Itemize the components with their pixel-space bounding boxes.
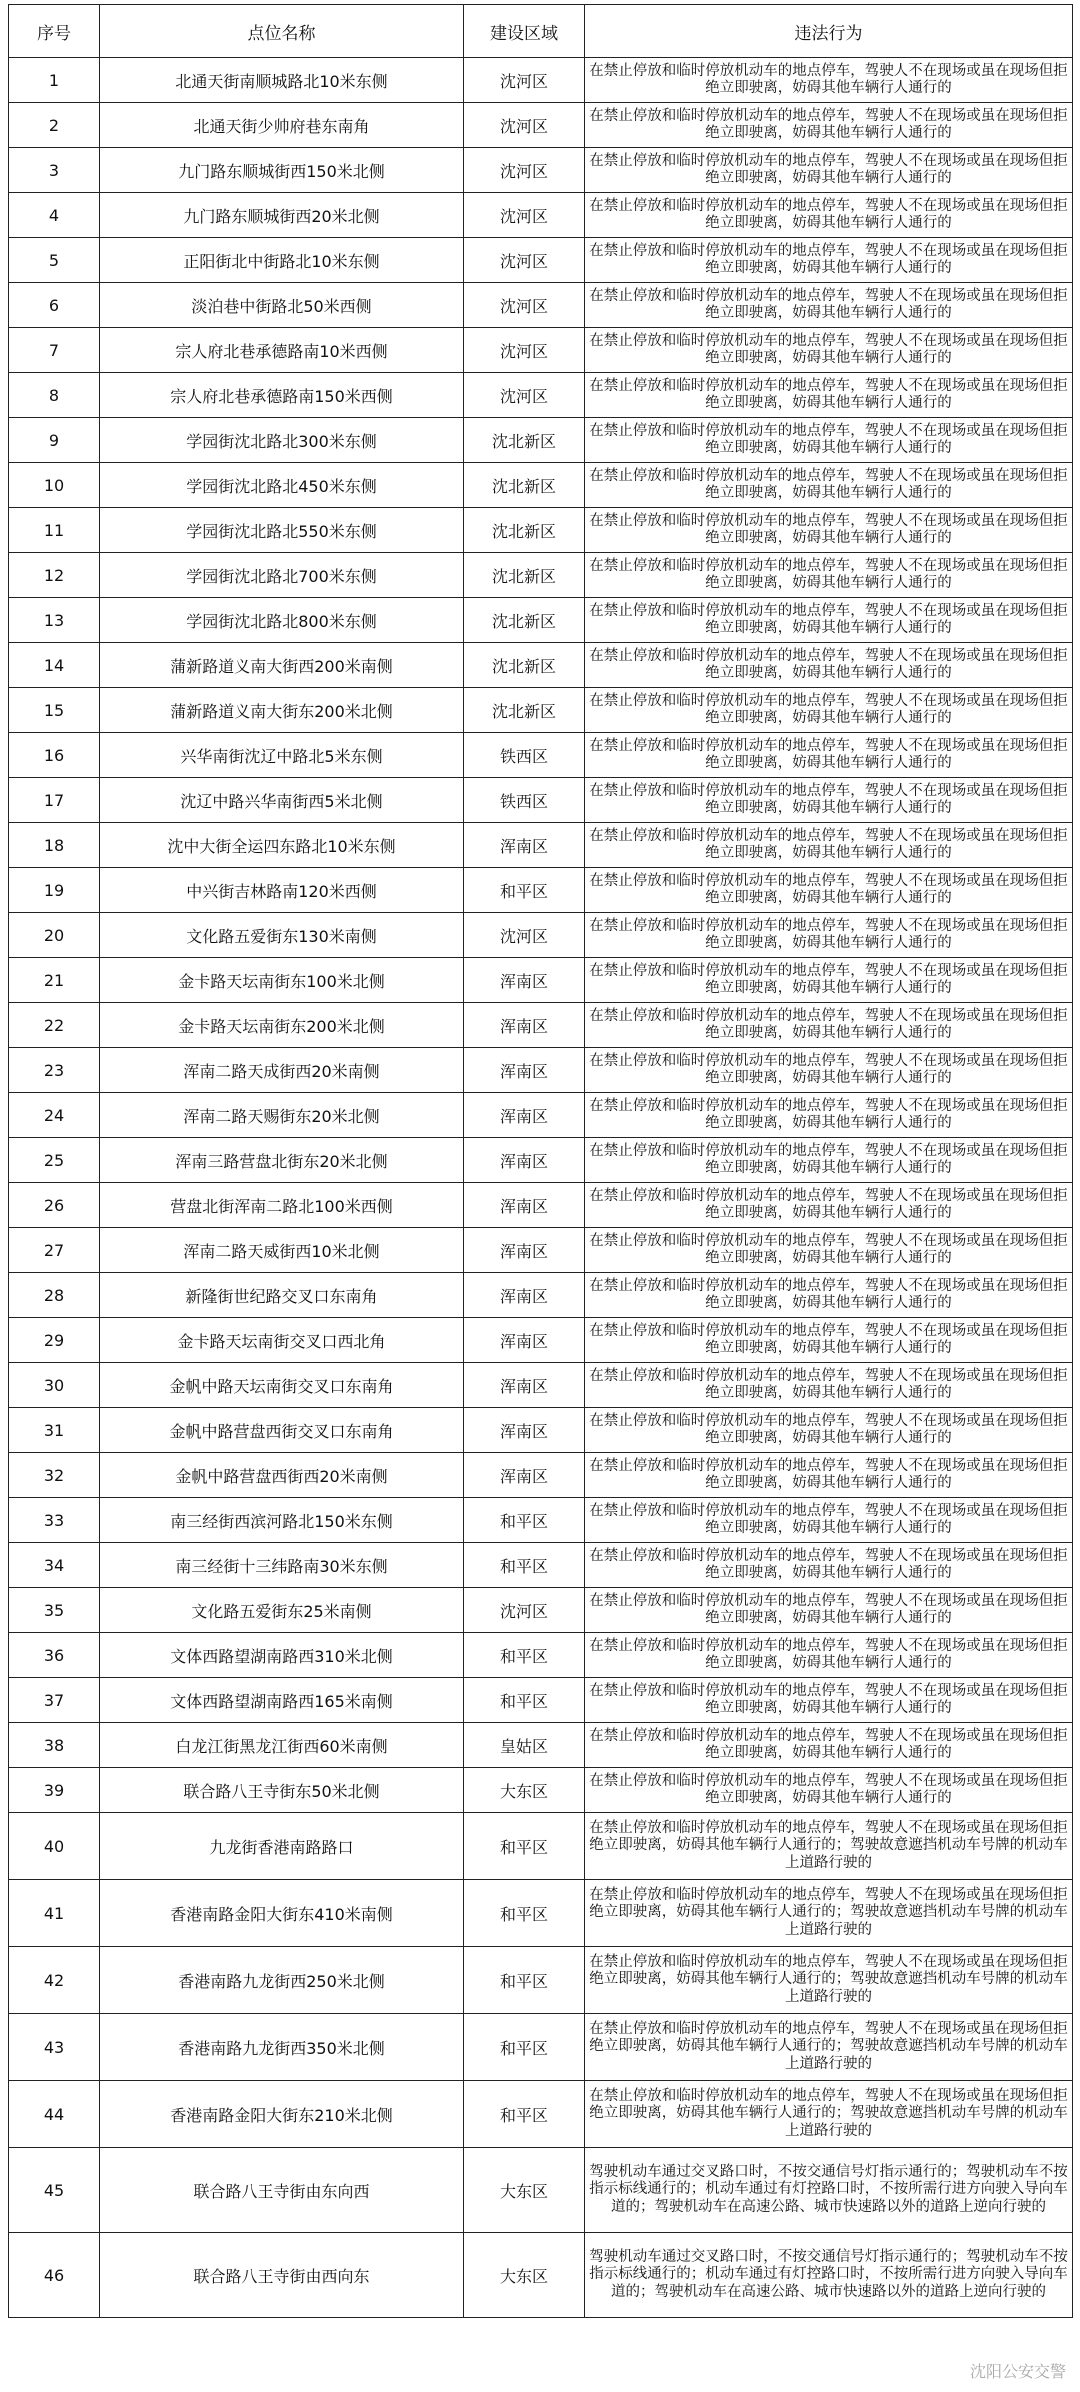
cell-name: 南三经街十三纬路南30米东侧 bbox=[100, 1543, 464, 1588]
cell-no: 37 bbox=[9, 1678, 100, 1723]
cell-district: 沈河区 bbox=[464, 103, 585, 148]
cell-district: 皇姑区 bbox=[464, 1723, 585, 1768]
cell-violation: 在禁止停放和临时停放机动车的地点停车，驾驶人不在现场或虽在现场但拒绝立即驶离，妨碍其他车辆行人通行的 bbox=[585, 238, 1073, 283]
cell-violation: 在禁止停放和临时停放机动车的地点停车，驾驶人不在现场或虽在现场但拒绝立即驶离，妨碍其他车辆行人通行的；驾驶故意遮挡机动车号牌的机动车上道路行驶的 bbox=[585, 1880, 1073, 1947]
cell-name: 联合路八王寺街由东向西 bbox=[100, 2148, 464, 2233]
cell-no: 18 bbox=[9, 823, 100, 868]
cell-violation: 在禁止停放和临时停放机动车的地点停车，驾驶人不在现场或虽在现场但拒绝立即驶离，妨碍其他车辆行人通行的 bbox=[585, 778, 1073, 823]
cell-no: 43 bbox=[9, 2014, 100, 2081]
cell-violation: 在禁止停放和临时停放机动车的地点停车，驾驶人不在现场或虽在现场但拒绝立即驶离，妨碍其他车辆行人通行的 bbox=[585, 1273, 1073, 1318]
cell-no: 9 bbox=[9, 418, 100, 463]
cell-name: 九龙街香港南路路口 bbox=[100, 1813, 464, 1880]
cell-name: 联合路八王寺街东50米北侧 bbox=[100, 1768, 464, 1813]
table-row bbox=[9, 2081, 1073, 2148]
cell-district: 浑南区 bbox=[464, 823, 585, 868]
cell-no: 44 bbox=[9, 2081, 100, 2148]
cell-no: 15 bbox=[9, 688, 100, 733]
cell-district: 沈北新区 bbox=[464, 643, 585, 688]
table-row bbox=[9, 868, 1073, 913]
table-row bbox=[9, 598, 1073, 643]
cell-violation: 在禁止停放和临时停放机动车的地点停车，驾驶人不在现场或虽在现场但拒绝立即驶离，妨碍其他车辆行人通行的 bbox=[585, 193, 1073, 238]
table-row bbox=[9, 1138, 1073, 1183]
cell-no: 11 bbox=[9, 508, 100, 553]
cell-violation: 在禁止停放和临时停放机动车的地点停车，驾驶人不在现场或虽在现场但拒绝立即驶离，妨碍其他车辆行人通行的 bbox=[585, 1183, 1073, 1228]
table-row bbox=[9, 1453, 1073, 1498]
cell-district: 沈河区 bbox=[464, 373, 585, 418]
cell-violation: 在禁止停放和临时停放机动车的地点停车，驾驶人不在现场或虽在现场但拒绝立即驶离，妨碍其他车辆行人通行的 bbox=[585, 1138, 1073, 1183]
cell-violation: 在禁止停放和临时停放机动车的地点停车，驾驶人不在现场或虽在现场但拒绝立即驶离，妨碍其他车辆行人通行的 bbox=[585, 1408, 1073, 1453]
header-district: 建设区域 bbox=[464, 5, 585, 58]
cell-violation: 在禁止停放和临时停放机动车的地点停车，驾驶人不在现场或虽在现场但拒绝立即驶离，妨碍其他车辆行人通行的 bbox=[585, 1768, 1073, 1813]
cell-district: 浑南区 bbox=[464, 1228, 585, 1273]
cell-name: 金卡路天坛南街东100米北侧 bbox=[100, 958, 464, 1003]
header-no: 序号 bbox=[9, 5, 100, 58]
cell-district: 浑南区 bbox=[464, 1453, 585, 1498]
cell-violation: 在禁止停放和临时停放机动车的地点停车，驾驶人不在现场或虽在现场但拒绝立即驶离，妨碍其他车辆行人通行的 bbox=[585, 1003, 1073, 1048]
cell-district: 浑南区 bbox=[464, 1273, 585, 1318]
cell-no: 2 bbox=[9, 103, 100, 148]
cell-name: 九门路东顺城街西20米北侧 bbox=[100, 193, 464, 238]
cell-no: 26 bbox=[9, 1183, 100, 1228]
cell-no: 16 bbox=[9, 733, 100, 778]
cell-district: 大东区 bbox=[464, 2148, 585, 2233]
cell-name: 学园街沈北路北550米东侧 bbox=[100, 508, 464, 553]
cell-name: 北通天街南顺城路北10米东侧 bbox=[100, 58, 464, 103]
cell-no: 8 bbox=[9, 373, 100, 418]
cell-district: 沈北新区 bbox=[464, 598, 585, 643]
cell-district: 大东区 bbox=[464, 1768, 585, 1813]
cell-name: 学园街沈北路北450米东侧 bbox=[100, 463, 464, 508]
cell-name: 文体西路望湖南路西310米北侧 bbox=[100, 1633, 464, 1678]
cell-violation: 在禁止停放和临时停放机动车的地点停车，驾驶人不在现场或虽在现场但拒绝立即驶离，妨碍其他车辆行人通行的 bbox=[585, 643, 1073, 688]
table-row bbox=[9, 1768, 1073, 1813]
cell-name: 浑南二路天威街西10米北侧 bbox=[100, 1228, 464, 1273]
cell-name: 蒲新路道义南大街西200米南侧 bbox=[100, 643, 464, 688]
cell-name: 学园街沈北路北800米东侧 bbox=[100, 598, 464, 643]
table-row bbox=[9, 1723, 1073, 1768]
cell-violation: 在禁止停放和临时停放机动车的地点停车，驾驶人不在现场或虽在现场但拒绝立即驶离，妨碍其他车辆行人通行的 bbox=[585, 733, 1073, 778]
cell-name: 金帆中路营盘西街交叉口东南角 bbox=[100, 1408, 464, 1453]
cell-no: 24 bbox=[9, 1093, 100, 1138]
cell-no: 45 bbox=[9, 2148, 100, 2233]
cell-district: 和平区 bbox=[464, 2081, 585, 2148]
table-row bbox=[9, 418, 1073, 463]
cell-district: 沈河区 bbox=[464, 913, 585, 958]
table-row bbox=[9, 1633, 1073, 1678]
cell-violation: 在禁止停放和临时停放机动车的地点停车，驾驶人不在现场或虽在现场但拒绝立即驶离，妨碍其他车辆行人通行的 bbox=[585, 1588, 1073, 1633]
table-row bbox=[9, 463, 1073, 508]
cell-violation: 在禁止停放和临时停放机动车的地点停车，驾驶人不在现场或虽在现场但拒绝立即驶离，妨碍其他车辆行人通行的 bbox=[585, 1048, 1073, 1093]
table-row bbox=[9, 58, 1073, 103]
cell-name: 沈辽中路兴华南街西5米北侧 bbox=[100, 778, 464, 823]
cell-name: 兴华南街沈辽中路北5米东侧 bbox=[100, 733, 464, 778]
table-row bbox=[9, 1273, 1073, 1318]
table-row bbox=[9, 958, 1073, 1003]
cell-name: 沈中大街全运四东路北10米东侧 bbox=[100, 823, 464, 868]
cell-name: 营盘北街浑南二路北100米西侧 bbox=[100, 1183, 464, 1228]
cell-name: 浑南二路天成街西20米南侧 bbox=[100, 1048, 464, 1093]
cell-no: 21 bbox=[9, 958, 100, 1003]
table-row bbox=[9, 148, 1073, 193]
cell-district: 沈河区 bbox=[464, 148, 585, 193]
cell-district: 沈河区 bbox=[464, 238, 585, 283]
cell-no: 27 bbox=[9, 1228, 100, 1273]
cell-name: 蒲新路道义南大街东200米北侧 bbox=[100, 688, 464, 733]
cell-district: 和平区 bbox=[464, 1543, 585, 1588]
table-row bbox=[9, 103, 1073, 148]
table-row bbox=[9, 1588, 1073, 1633]
table-row bbox=[9, 328, 1073, 373]
cell-district: 和平区 bbox=[464, 2014, 585, 2081]
table-row bbox=[9, 1880, 1073, 1947]
table-row bbox=[9, 1408, 1073, 1453]
cell-no: 22 bbox=[9, 1003, 100, 1048]
cell-name: 香港南路九龙街西250米北侧 bbox=[100, 1947, 464, 2014]
cell-no: 41 bbox=[9, 1880, 100, 1947]
cell-violation: 在禁止停放和临时停放机动车的地点停车，驾驶人不在现场或虽在现场但拒绝立即驶离，妨碍其他车辆行人通行的 bbox=[585, 1633, 1073, 1678]
table-row bbox=[9, 508, 1073, 553]
cell-district: 沈北新区 bbox=[464, 418, 585, 463]
cell-violation: 在禁止停放和临时停放机动车的地点停车，驾驶人不在现场或虽在现场但拒绝立即驶离，妨碍其他车辆行人通行的；驾驶故意遮挡机动车号牌的机动车上道路行驶的 bbox=[585, 1813, 1073, 1880]
table-row bbox=[9, 553, 1073, 598]
table-row bbox=[9, 238, 1073, 283]
cell-district: 和平区 bbox=[464, 1947, 585, 2014]
table-row bbox=[9, 1183, 1073, 1228]
cell-district: 浑南区 bbox=[464, 1408, 585, 1453]
watermark: 沈阳公安交警 bbox=[969, 2362, 1066, 2381]
cell-violation: 在禁止停放和临时停放机动车的地点停车，驾驶人不在现场或虽在现场但拒绝立即驶离，妨碍其他车辆行人通行的；驾驶故意遮挡机动车号牌的机动车上道路行驶的 bbox=[585, 1947, 1073, 2014]
cell-district: 浑南区 bbox=[464, 1183, 585, 1228]
cell-name: 联合路八王寺街由西向东 bbox=[100, 2233, 464, 2318]
cell-name: 北通天街少帅府巷东南角 bbox=[100, 103, 464, 148]
cell-violation: 在禁止停放和临时停放机动车的地点停车，驾驶人不在现场或虽在现场但拒绝立即驶离，妨碍其他车辆行人通行的 bbox=[585, 373, 1073, 418]
cell-violation: 在禁止停放和临时停放机动车的地点停车，驾驶人不在现场或虽在现场但拒绝立即驶离，妨碍其他车辆行人通行的 bbox=[585, 868, 1073, 913]
cell-violation: 在禁止停放和临时停放机动车的地点停车，驾驶人不在现场或虽在现场但拒绝立即驶离，妨碍其他车辆行人通行的 bbox=[585, 418, 1073, 463]
cell-no: 20 bbox=[9, 913, 100, 958]
table-body bbox=[9, 58, 1073, 2318]
table-row bbox=[9, 823, 1073, 868]
table-row bbox=[9, 1363, 1073, 1408]
cell-no: 33 bbox=[9, 1498, 100, 1543]
cell-violation: 在禁止停放和临时停放机动车的地点停车，驾驶人不在现场或虽在现场但拒绝立即驶离，妨碍其他车辆行人通行的 bbox=[585, 463, 1073, 508]
cell-district: 沈北新区 bbox=[464, 508, 585, 553]
table-row bbox=[9, 193, 1073, 238]
cell-violation: 在禁止停放和临时停放机动车的地点停车，驾驶人不在现场或虽在现场但拒绝立即驶离，妨碍其他车辆行人通行的 bbox=[585, 553, 1073, 598]
cell-name: 宗人府北巷承德路南10米西侧 bbox=[100, 328, 464, 373]
table-row bbox=[9, 1678, 1073, 1723]
cell-no: 13 bbox=[9, 598, 100, 643]
cell-no: 17 bbox=[9, 778, 100, 823]
cell-district: 和平区 bbox=[464, 1498, 585, 1543]
cell-violation: 在禁止停放和临时停放机动车的地点停车，驾驶人不在现场或虽在现场但拒绝立即驶离，妨碍其他车辆行人通行的 bbox=[585, 598, 1073, 643]
cell-no: 3 bbox=[9, 148, 100, 193]
cell-no: 4 bbox=[9, 193, 100, 238]
cell-no: 46 bbox=[9, 2233, 100, 2318]
cell-no: 31 bbox=[9, 1408, 100, 1453]
cell-district: 和平区 bbox=[464, 1633, 585, 1678]
cell-name: 新隆街世纪路交叉口东南角 bbox=[100, 1273, 464, 1318]
table-row bbox=[9, 688, 1073, 733]
cell-violation: 在禁止停放和临时停放机动车的地点停车，驾驶人不在现场或虽在现场但拒绝立即驶离，妨碍其他车辆行人通行的 bbox=[585, 148, 1073, 193]
cell-violation: 驾驶机动车通过交叉路口时，不按交通信号灯指示通行的；驾驶机动车不按指示标线通行的；机动车通过有灯控路口时，不按所需行进方向驶入导向车道的；驾驶机动车在高速公路、城市快速路以外的道路上逆向行驶的 bbox=[585, 2233, 1073, 2318]
table-row bbox=[9, 1318, 1073, 1363]
cell-district: 大东区 bbox=[464, 2233, 585, 2318]
cell-district: 浑南区 bbox=[464, 1138, 585, 1183]
cell-district: 浑南区 bbox=[464, 958, 585, 1003]
table-row bbox=[9, 283, 1073, 328]
header-violation: 违法行为 bbox=[585, 5, 1073, 58]
cell-no: 28 bbox=[9, 1273, 100, 1318]
table-row bbox=[9, 913, 1073, 958]
cell-no: 32 bbox=[9, 1453, 100, 1498]
table-row bbox=[9, 1093, 1073, 1138]
cell-no: 40 bbox=[9, 1813, 100, 1880]
cell-name: 文化路五爱街东130米南侧 bbox=[100, 913, 464, 958]
cell-no: 14 bbox=[9, 643, 100, 688]
cell-violation: 在禁止停放和临时停放机动车的地点停车，驾驶人不在现场或虽在现场但拒绝立即驶离，妨碍其他车辆行人通行的；驾驶故意遮挡机动车号牌的机动车上道路行驶的 bbox=[585, 2081, 1073, 2148]
cell-violation: 在禁止停放和临时停放机动车的地点停车，驾驶人不在现场或虽在现场但拒绝立即驶离，妨碍其他车辆行人通行的 bbox=[585, 1543, 1073, 1588]
cell-name: 金卡路天坛南街东200米北侧 bbox=[100, 1003, 464, 1048]
cell-violation: 在禁止停放和临时停放机动车的地点停车，驾驶人不在现场或虽在现场但拒绝立即驶离，妨碍其他车辆行人通行的 bbox=[585, 1363, 1073, 1408]
cell-violation: 在禁止停放和临时停放机动车的地点停车，驾驶人不在现场或虽在现场但拒绝立即驶离，妨碍其他车辆行人通行的 bbox=[585, 1318, 1073, 1363]
cell-name: 浑南二路天赐街东20米北侧 bbox=[100, 1093, 464, 1138]
cell-violation: 在禁止停放和临时停放机动车的地点停车，驾驶人不在现场或虽在现场但拒绝立即驶离，妨碍其他车辆行人通行的 bbox=[585, 508, 1073, 553]
cell-violation: 在禁止停放和临时停放机动车的地点停车，驾驶人不在现场或虽在现场但拒绝立即驶离，妨碍其他车辆行人通行的 bbox=[585, 958, 1073, 1003]
table-row bbox=[9, 1543, 1073, 1588]
table-row bbox=[9, 778, 1073, 823]
cell-name: 正阳街北中街路北10米东侧 bbox=[100, 238, 464, 283]
cell-name: 金卡路天坛南街交叉口西北角 bbox=[100, 1318, 464, 1363]
cell-name: 九门路东顺城街西150米北侧 bbox=[100, 148, 464, 193]
cell-violation: 在禁止停放和临时停放机动车的地点停车，驾驶人不在现场或虽在现场但拒绝立即驶离，妨碍其他车辆行人通行的 bbox=[585, 1228, 1073, 1273]
cell-name: 淡泊巷中街路北50米西侧 bbox=[100, 283, 464, 328]
cell-district: 沈河区 bbox=[464, 328, 585, 373]
cell-violation: 在禁止停放和临时停放机动车的地点停车，驾驶人不在现场或虽在现场但拒绝立即驶离，妨碍其他车辆行人通行的 bbox=[585, 1093, 1073, 1138]
cell-no: 36 bbox=[9, 1633, 100, 1678]
cell-violation: 驾驶机动车通过交叉路口时，不按交通信号灯指示通行的；驾驶机动车不按指示标线通行的；机动车通过有灯控路口时，不按所需行进方向驶入导向车道的；驾驶机动车在高速公路、城市快速路以外的道路上逆向行驶的 bbox=[585, 2148, 1073, 2233]
table-row bbox=[9, 2233, 1073, 2318]
cell-violation: 在禁止停放和临时停放机动车的地点停车，驾驶人不在现场或虽在现场但拒绝立即驶离，妨碍其他车辆行人通行的 bbox=[585, 58, 1073, 103]
cell-district: 和平区 bbox=[464, 1678, 585, 1723]
cell-violation: 在禁止停放和临时停放机动车的地点停车，驾驶人不在现场或虽在现场但拒绝立即驶离，妨碍其他车辆行人通行的 bbox=[585, 913, 1073, 958]
cell-violation: 在禁止停放和临时停放机动车的地点停车，驾驶人不在现场或虽在现场但拒绝立即驶离，妨碍其他车辆行人通行的 bbox=[585, 283, 1073, 328]
table-row bbox=[9, 643, 1073, 688]
cell-name: 学园街沈北路北700米东侧 bbox=[100, 553, 464, 598]
cell-no: 23 bbox=[9, 1048, 100, 1093]
cell-violation: 在禁止停放和临时停放机动车的地点停车，驾驶人不在现场或虽在现场但拒绝立即驶离，妨碍其他车辆行人通行的 bbox=[585, 823, 1073, 868]
cell-name: 金帆中路天坛南街交叉口东南角 bbox=[100, 1363, 464, 1408]
cell-district: 浑南区 bbox=[464, 1093, 585, 1138]
table-row bbox=[9, 1813, 1073, 1880]
table-header-row bbox=[9, 5, 1073, 58]
violation-points-table bbox=[8, 4, 1073, 2318]
cell-district: 沈河区 bbox=[464, 193, 585, 238]
cell-no: 19 bbox=[9, 868, 100, 913]
cell-district: 沈北新区 bbox=[464, 553, 585, 598]
header-name: 点位名称 bbox=[100, 5, 464, 58]
cell-district: 和平区 bbox=[464, 1813, 585, 1880]
cell-name: 香港南路九龙街西350米北侧 bbox=[100, 2014, 464, 2081]
table-row bbox=[9, 1228, 1073, 1273]
cell-no: 30 bbox=[9, 1363, 100, 1408]
cell-district: 沈北新区 bbox=[464, 688, 585, 733]
table-row bbox=[9, 1498, 1073, 1543]
cell-district: 浑南区 bbox=[464, 1363, 585, 1408]
cell-name: 宗人府北巷承德路南150米西侧 bbox=[100, 373, 464, 418]
cell-no: 25 bbox=[9, 1138, 100, 1183]
cell-violation: 在禁止停放和临时停放机动车的地点停车，驾驶人不在现场或虽在现场但拒绝立即驶离，妨碍其他车辆行人通行的；驾驶故意遮挡机动车号牌的机动车上道路行驶的 bbox=[585, 2014, 1073, 2081]
cell-no: 29 bbox=[9, 1318, 100, 1363]
cell-name: 香港南路金阳大街东410米南侧 bbox=[100, 1880, 464, 1947]
cell-district: 沈河区 bbox=[464, 58, 585, 103]
cell-violation: 在禁止停放和临时停放机动车的地点停车，驾驶人不在现场或虽在现场但拒绝立即驶离，妨碍其他车辆行人通行的 bbox=[585, 688, 1073, 733]
cell-district: 和平区 bbox=[464, 1880, 585, 1947]
table-row bbox=[9, 2148, 1073, 2233]
cell-no: 12 bbox=[9, 553, 100, 598]
cell-name: 香港南路金阳大街东210米北侧 bbox=[100, 2081, 464, 2148]
cell-no: 34 bbox=[9, 1543, 100, 1588]
cell-district: 浑南区 bbox=[464, 1318, 585, 1363]
cell-name: 文化路五爱街东25米南侧 bbox=[100, 1588, 464, 1633]
cell-violation: 在禁止停放和临时停放机动车的地点停车，驾驶人不在现场或虽在现场但拒绝立即驶离，妨碍其他车辆行人通行的 bbox=[585, 1453, 1073, 1498]
cell-violation: 在禁止停放和临时停放机动车的地点停车，驾驶人不在现场或虽在现场但拒绝立即驶离，妨碍其他车辆行人通行的 bbox=[585, 1678, 1073, 1723]
cell-no: 6 bbox=[9, 283, 100, 328]
cell-name: 金帆中路营盘西街西20米南侧 bbox=[100, 1453, 464, 1498]
cell-name: 南三经街西滨河路北150米东侧 bbox=[100, 1498, 464, 1543]
table-row bbox=[9, 2014, 1073, 2081]
cell-violation: 在禁止停放和临时停放机动车的地点停车，驾驶人不在现场或虽在现场但拒绝立即驶离，妨碍其他车辆行人通行的 bbox=[585, 1498, 1073, 1543]
cell-district: 铁西区 bbox=[464, 778, 585, 823]
table-row bbox=[9, 1947, 1073, 2014]
cell-name: 中兴街吉林路南120米西侧 bbox=[100, 868, 464, 913]
cell-name: 文体西路望湖南路西165米南侧 bbox=[100, 1678, 464, 1723]
cell-name: 学园街沈北路北300米东侧 bbox=[100, 418, 464, 463]
cell-violation: 在禁止停放和临时停放机动车的地点停车，驾驶人不在现场或虽在现场但拒绝立即驶离，妨碍其他车辆行人通行的 bbox=[585, 328, 1073, 373]
cell-district: 和平区 bbox=[464, 868, 585, 913]
cell-district: 沈河区 bbox=[464, 283, 585, 328]
table-row bbox=[9, 1003, 1073, 1048]
cell-violation: 在禁止停放和临时停放机动车的地点停车，驾驶人不在现场或虽在现场但拒绝立即驶离，妨碍其他车辆行人通行的 bbox=[585, 1723, 1073, 1768]
cell-district: 沈北新区 bbox=[464, 463, 585, 508]
cell-name: 浑南三路营盘北街东20米北侧 bbox=[100, 1138, 464, 1183]
cell-district: 沈河区 bbox=[464, 1588, 585, 1633]
cell-no: 7 bbox=[9, 328, 100, 373]
cell-no: 38 bbox=[9, 1723, 100, 1768]
table-row bbox=[9, 1048, 1073, 1093]
table-row bbox=[9, 373, 1073, 418]
cell-no: 10 bbox=[9, 463, 100, 508]
cell-no: 35 bbox=[9, 1588, 100, 1633]
cell-district: 浑南区 bbox=[464, 1048, 585, 1093]
table-row bbox=[9, 733, 1073, 778]
cell-district: 浑南区 bbox=[464, 1003, 585, 1048]
cell-district: 铁西区 bbox=[464, 733, 585, 778]
cell-no: 39 bbox=[9, 1768, 100, 1813]
cell-no: 5 bbox=[9, 238, 100, 283]
cell-no: 1 bbox=[9, 58, 100, 103]
cell-violation: 在禁止停放和临时停放机动车的地点停车，驾驶人不在现场或虽在现场但拒绝立即驶离，妨碍其他车辆行人通行的 bbox=[585, 103, 1073, 148]
cell-no: 42 bbox=[9, 1947, 100, 2014]
cell-name: 白龙江街黑龙江街西60米南侧 bbox=[100, 1723, 464, 1768]
